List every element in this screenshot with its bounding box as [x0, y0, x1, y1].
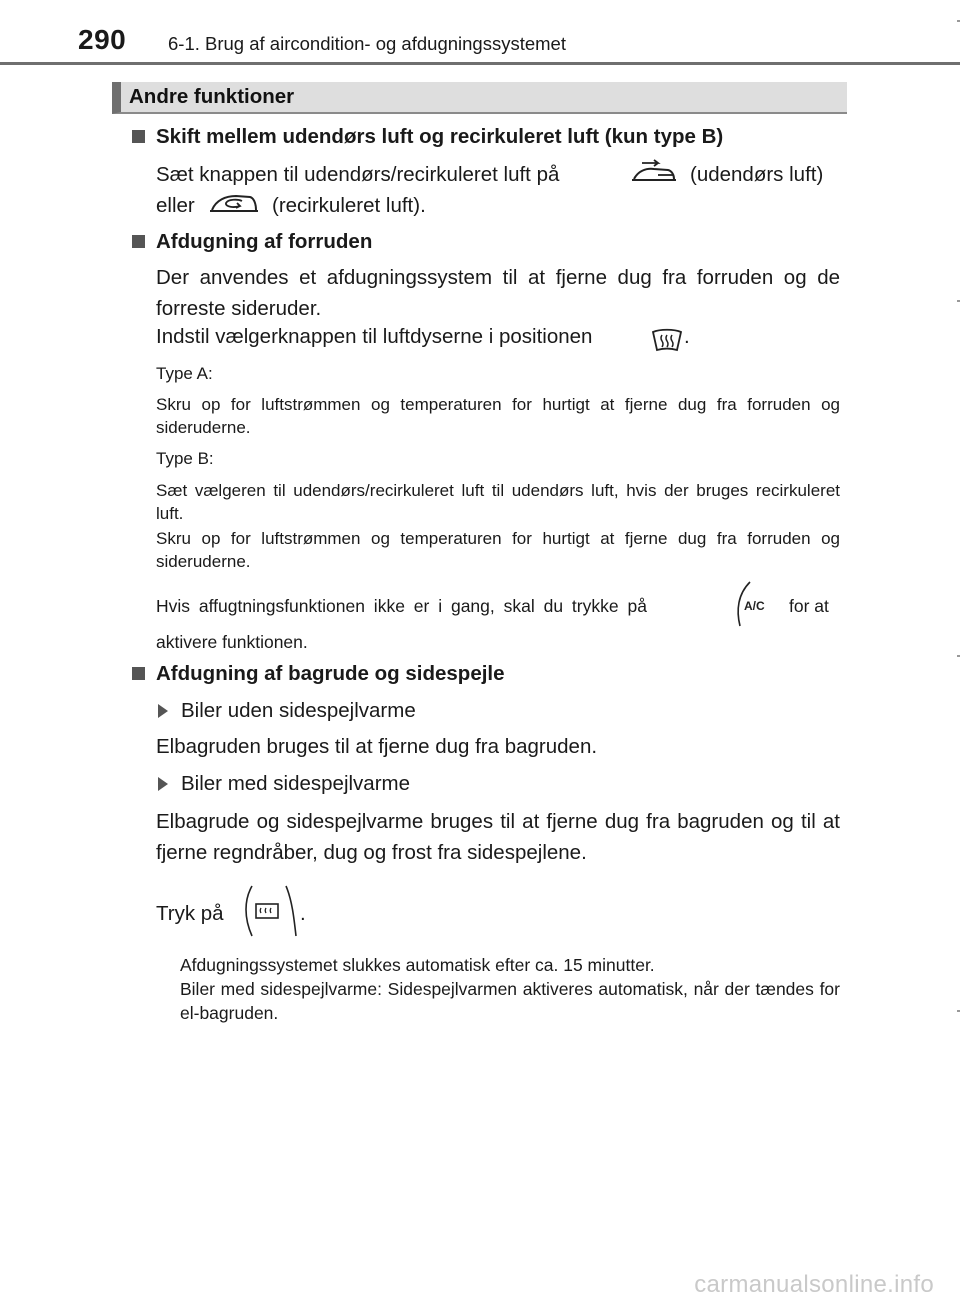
press-end: .	[300, 902, 306, 925]
heading-rear: Afdugning af bagrude og sidespejle	[156, 662, 505, 685]
sub-without-mirror-heater: Biler uden sidespejlvarme	[181, 699, 416, 722]
outside-air-icon	[628, 157, 680, 189]
press-start: Tryk på	[156, 902, 224, 925]
section-title: Andre funktioner	[129, 85, 295, 108]
type-b-label: Type B:	[156, 449, 214, 468]
chapter-title: 6-1. Brug af aircondition- og afdugningssystemet	[168, 33, 566, 54]
heading-windshield: Afdugning af forruden	[156, 230, 373, 253]
header-rule	[0, 62, 960, 65]
ac-button-icon	[730, 580, 780, 628]
type-a-text: Skru op for luftstrømmen og temperaturen for hurtigt at fjerne dug fra forruden og sideruderne.	[156, 395, 840, 437]
recirculated-air-icon	[208, 186, 260, 218]
ac-line-cont: aktivere funktionen.	[156, 632, 308, 652]
page-number: 290	[78, 24, 127, 55]
watermark: carmanualsonline.info	[694, 1271, 934, 1298]
ac-line-end: for at	[789, 596, 829, 616]
type-b-text1: Sæt vælgeren til udendørs/recirkuleret luft til udendørs luft, hvis der bruges recirkuleret luft.	[156, 481, 840, 523]
recirc-line2-end: (recirkuleret luft).	[272, 194, 426, 217]
triangle-bullet	[158, 777, 168, 791]
ac-button-label: A/C	[744, 599, 765, 613]
sub2-text: Elbagrude og sidespejlvarme bruges til at fjerne dug fra bagruden og til at fjerne regndråber, dug og frost fra sidespejlene.	[156, 810, 840, 864]
windshield-defrost-icon	[650, 326, 684, 354]
note-mirror-heater: Biler med sidespejlvarme: Sidespejlvarmen aktiveres automatisk, når der tændes for el-bagruden.	[180, 979, 840, 1023]
sub-with-mirror-heater: Biler med sidespejlvarme	[181, 772, 411, 795]
type-b-text2: Skru op for luftstrømmen og temperaturen for hurtigt at fjerne dug fra forruden og sideruderne.	[156, 529, 840, 571]
windshield-para2-start: Indstil vælgerknappen til luftdyserne i positionen	[156, 325, 593, 348]
recirc-line1-end: (udendørs luft)	[690, 163, 824, 186]
square-bullet	[132, 130, 145, 143]
heading-recirculation: Skift mellem udendørs luft og recirkuleret luft (kun type B)	[156, 125, 724, 148]
recirc-line1-start: Sæt knappen til udendørs/recirkuleret luft på	[156, 163, 560, 186]
ac-line-start: Hvis affugtningsfunktionen ikke er i gang, skal du trykke på	[156, 596, 647, 616]
rear-defogger-button-icon	[240, 882, 298, 940]
square-bullet	[132, 235, 145, 248]
triangle-bullet	[158, 704, 168, 718]
windshield-para1: Der anvendes et afdugningssystem til at fjerne dug fra forruden og de forreste sideruder.	[156, 266, 840, 320]
sub1-text: Elbagruden bruges til at fjerne dug fra bagruden.	[156, 735, 598, 758]
square-bullet	[132, 667, 145, 680]
recirc-line2-start: eller	[156, 194, 195, 217]
section-banner	[112, 82, 847, 114]
type-a-label: Type A:	[156, 364, 213, 383]
note-auto-off: Afdugningssystemet slukkes automatisk efter ca. 15 minutter.	[180, 955, 655, 975]
windshield-para2-end: .	[684, 325, 690, 348]
